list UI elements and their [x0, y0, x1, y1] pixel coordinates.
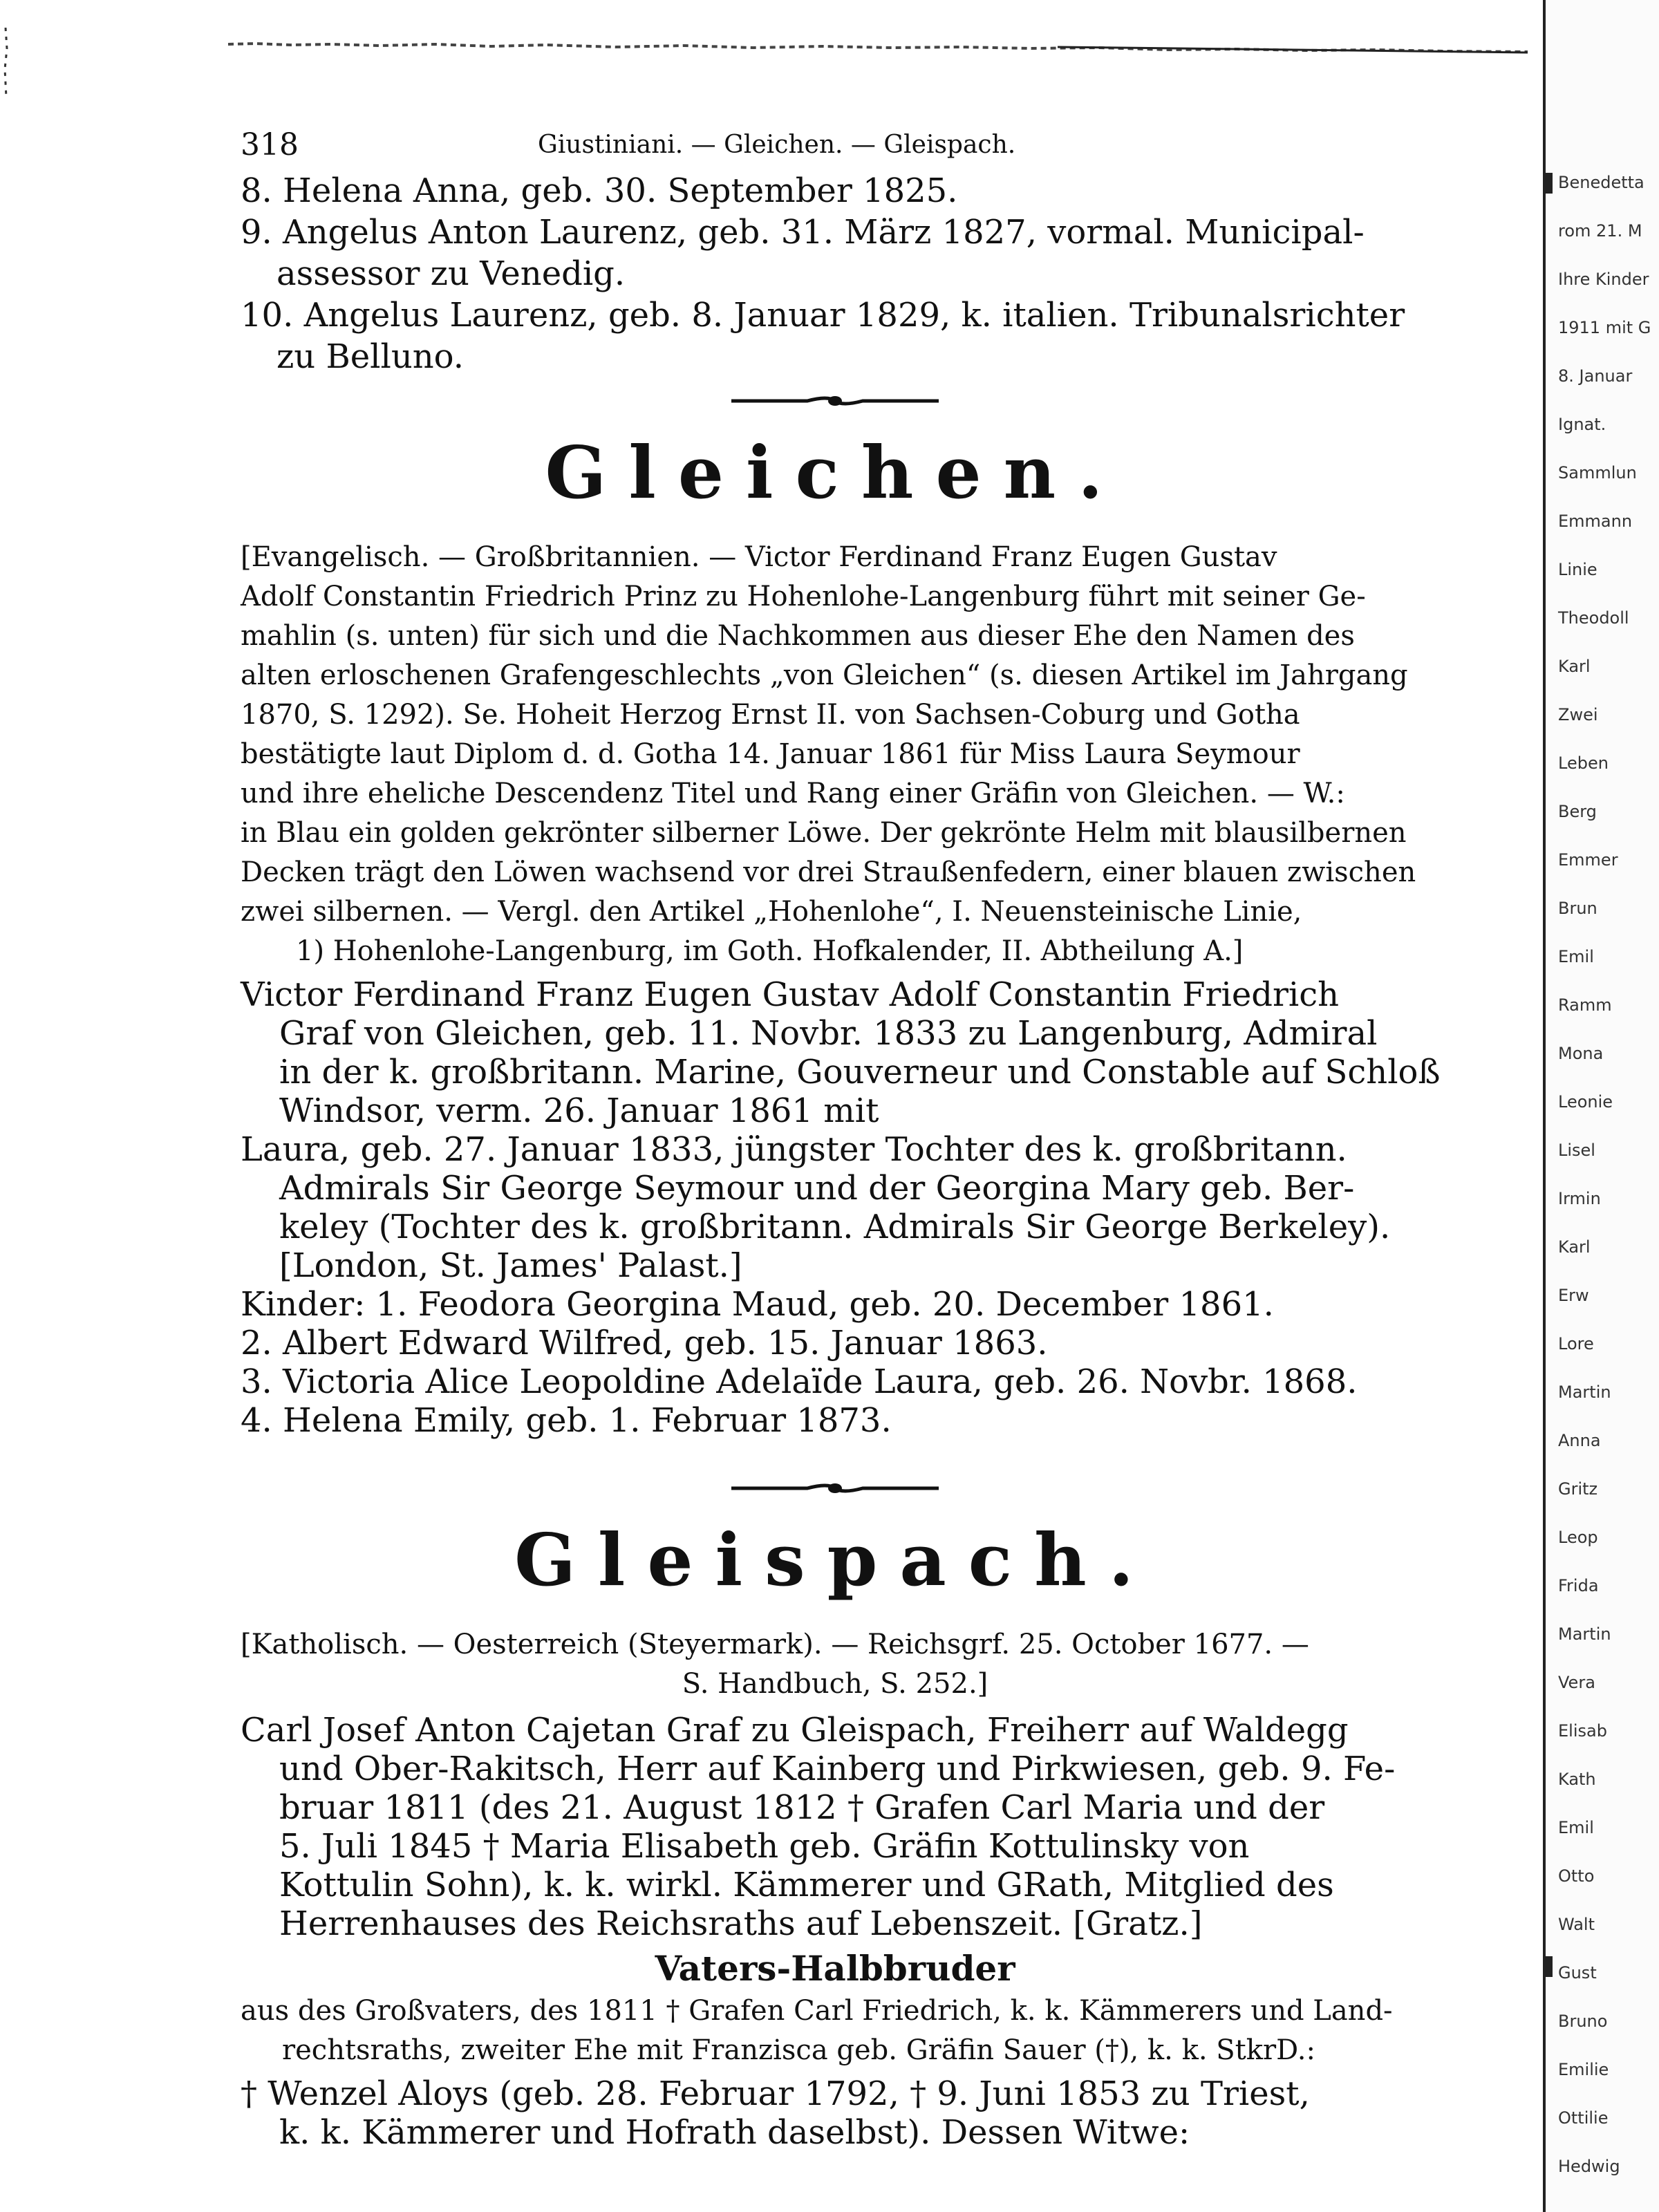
list-item: 8. Helena Anna, geb. 30. September 1825.: [241, 171, 958, 210]
margin-fragment: Martin: [1558, 1624, 1611, 1644]
margin-fragment: Benedetta: [1558, 173, 1644, 192]
list-item: 10. Angelus Laurenz, geb. 8. Januar 1829, k. italien. Tribunalsrichter: [241, 296, 1405, 335]
text-line: in Blau ein golden gekrönter silberner Löwe. Der gekrönte Helm mit blausilbernen: [241, 817, 1407, 849]
gleichen-entry: [241, 975, 1441, 1440]
section-title-gleichen: Gleichen.: [545, 430, 1125, 515]
text-line: mahlin (s. unten) für sich und die Nachkommen aus dieser Ehe den Namen des: [241, 620, 1355, 652]
margin-fragment: Leben: [1558, 753, 1609, 773]
text-line: Herrenhauses des Reichsraths auf Lebenszeit. [Gratz.]: [279, 1904, 1203, 1943]
text-line: alten erloschenen Grafengeschlechts „von Gleichen“ (s. diesen Artikel im Jahrgang: [241, 659, 1408, 691]
margin-fragment: Brun: [1558, 899, 1597, 918]
running-header: [241, 124, 1430, 170]
margin-fragment: Ihre Kinder: [1558, 270, 1649, 289]
margin-fragment: Erw: [1558, 1286, 1589, 1305]
margin-fragment: Karl: [1558, 657, 1591, 676]
list-item-continuation: assessor zu Venedig.: [276, 254, 626, 293]
text-line: und ihre eheliche Descendenz Titel und Rang einer Gräfin von Gleichen. — W.:: [241, 778, 1345, 809]
section-divider: [241, 1481, 1430, 1495]
gleispach-intro: [241, 1625, 1430, 1704]
margin-fragment: Walt: [1558, 1915, 1595, 1934]
margin-fragment: Ottilie: [1558, 2108, 1609, 2128]
margin-fragment: Ramm: [1558, 995, 1612, 1015]
gleispach-sub-intro: [241, 1991, 1430, 2070]
margin-fragment: Vera: [1558, 1673, 1595, 1692]
margin-fragment: Linie: [1558, 560, 1597, 579]
margin-fragment: 8. Januar: [1558, 366, 1633, 386]
text-line: 1870, S. 1292). Se. Hoheit Herzog Ernst II. von Sachsen-Coburg und Gotha: [241, 699, 1300, 731]
margin-fragment: Elisab: [1558, 1721, 1607, 1741]
text-line: bruar 1811 (des 21. August 1812 † Grafen Carl Maria und der: [279, 1788, 1325, 1827]
margin-fragment: Martin: [1558, 1382, 1611, 1402]
text-line: Victor Ferdinand Franz Eugen Gustav Adolf Constantin Friedrich: [241, 975, 1340, 1014]
text-line: Decken trägt den Löwen wachsend vor drei Straußenfedern, einer blauen zwischen: [241, 856, 1416, 888]
margin-fragment: rom 21. M: [1558, 221, 1642, 241]
text-line: in der k. großbritann. Marine, Gouverneur und Constable auf Schloß: [279, 1053, 1441, 1091]
margin-fragment: Emil: [1558, 947, 1594, 966]
page-number: 318: [241, 127, 299, 162]
list-item: 9. Angelus Anton Laurenz, geb. 31. März 1827, vormal. Municipal-: [241, 213, 1365, 252]
gleichen-intro: [241, 538, 1430, 971]
text-line: 3. Victoria Alice Leopoldine Adelaïde Laura, geb. 26. Novbr. 1868.: [241, 1362, 1358, 1401]
margin-fragment: Anna: [1558, 1431, 1601, 1450]
binding-mark: [1543, 173, 1553, 194]
margin-fragment: Bruno: [1558, 2012, 1608, 2031]
list-item-continuation: zu Belluno.: [276, 337, 464, 376]
text-line: Adolf Constantin Friedrich Prinz zu Hohenlohe-Langenburg führt mit seiner Ge-: [241, 581, 1366, 612]
scan-edge-left: [0, 28, 14, 111]
margin-fragment: Leop: [1558, 1528, 1598, 1547]
text-line: [Evangelisch. — Großbritannien. — Victor Ferdinand Franz Eugen Gustav: [241, 541, 1277, 573]
text-line: rechtsraths, zweiter Ehe mit Franzisca geb. Gräfin Sauer (†), k. k. StkrD.:: [282, 2034, 1315, 2066]
margin-fragment: Lisel: [1558, 1141, 1595, 1160]
text-line: Kottulin Sohn), k. k. wirkl. Kämmerer und GRath, Mitglied des: [279, 1866, 1334, 1904]
page: [241, 124, 1441, 2152]
top-list: [241, 170, 1430, 377]
adjacent-page-fragment: [1543, 0, 1659, 2212]
margin-fragment: Ignat.: [1558, 415, 1606, 434]
text-line: † Wenzel Aloys (geb. 28. Februar 1792, † 9. Juni 1853 zu Triest,: [241, 2074, 1310, 2113]
text-line: und Ober-Rakitsch, Herr auf Kainberg und Pirkwiesen, geb. 9. Fe-: [279, 1750, 1396, 1788]
text-line: Kinder: 1. Feodora Georgina Maud, geb. 20. December 1861.: [241, 1285, 1274, 1324]
margin-fragment: Gritz: [1558, 1479, 1598, 1499]
gleispach-entry: [241, 1711, 1430, 1943]
margin-fragment: Sammlun: [1558, 463, 1637, 482]
section-title-gleispach: Gleispach.: [514, 1517, 1156, 1602]
text-line: [Katholisch. — Oesterreich (Steyermark). — Reichsgrf. 25. October 1677. —: [241, 1629, 1309, 1660]
margin-fragment: Hedwig: [1558, 2157, 1620, 2176]
text-line: S. Handbuch, S. 252.]: [682, 1668, 988, 1700]
margin-fragment: Leonie: [1558, 1092, 1613, 1112]
margin-fragment: Theodoll: [1558, 608, 1629, 628]
text-line: zwei silbernen. — Vergl. den Artikel „Hohenlohe“, I. Neuensteinische Linie,: [241, 896, 1302, 928]
text-line: bestätigte laut Diplom d. d. Gotha 14. Januar 1861 für Miss Laura Seymour: [241, 738, 1300, 770]
margin-fragment: Emmann: [1558, 512, 1633, 531]
margin-fragment: Karl: [1558, 1237, 1591, 1257]
margin-fragment: Otto: [1558, 1866, 1595, 1886]
margin-fragment: Emil: [1558, 1818, 1594, 1837]
margin-fragment: Mona: [1558, 1044, 1604, 1063]
text-line: 4. Helena Emily, geb. 1. Februar 1873.: [241, 1401, 892, 1440]
gleispach-sub-entry: [241, 2074, 1430, 2152]
text-line: Admirals Sir George Seymour und der Georgina Mary geb. Ber-: [279, 1169, 1355, 1208]
margin-fragment: Kath: [1558, 1770, 1596, 1789]
margin-fragment: Irmin: [1558, 1189, 1601, 1208]
scan-noise-top: [228, 29, 1528, 57]
text-line: keley (Tochter des k. großbritann. Admirals Sir George Berkeley).: [279, 1208, 1391, 1246]
margin-fragment: Frida: [1558, 1576, 1599, 1595]
text-line: aus des Großvaters, des 1811 † Grafen Carl Friedrich, k. k. Kämmerers und Land-: [241, 1995, 1393, 2027]
margin-fragment: Emmer: [1558, 850, 1618, 870]
text-line: 2. Albert Edward Wilfred, geb. 15. Januar 1863.: [241, 1324, 1048, 1362]
binding-mark: [1543, 1956, 1553, 1977]
text-line: Laura, geb. 27. Januar 1833, jüngster Tochter des k. großbritann.: [241, 1130, 1347, 1169]
margin-fragment: Lore: [1558, 1334, 1594, 1353]
margin-fragment: 1911 mit G: [1558, 318, 1651, 337]
subheading-vaters-halbbruder: Vaters-Halbbruder: [655, 1948, 1015, 1989]
text-line: 5. Juli 1845 † Maria Elisabeth geb. Gräfin Kottulinsky von: [279, 1827, 1250, 1866]
text-line: 1) Hohenlohe-Langenburg, im Goth. Hofkalender, II. Abtheilung A.]: [296, 935, 1244, 967]
text-line: Windsor, verm. 26. Januar 1861 mit: [279, 1091, 879, 1130]
text-line: [London, St. James' Palast.]: [279, 1246, 742, 1285]
margin-fragment: Zwei: [1558, 705, 1598, 724]
text-line: Carl Josef Anton Cajetan Graf zu Gleispach, Freiherr auf Waldegg: [241, 1711, 1349, 1750]
text-line: Graf von Gleichen, geb. 11. Novbr. 1833 zu Langenburg, Admiral: [279, 1014, 1378, 1053]
text-line: k. k. Kämmerer und Hofrath daselbst). Dessen Witwe:: [279, 2113, 1190, 2152]
margin-fragment: Berg: [1558, 802, 1597, 821]
section-divider: [241, 394, 1430, 408]
margin-fragment: Gust: [1558, 1963, 1597, 1983]
margin-fragment: Emilie: [1558, 2060, 1609, 2079]
running-title: Giustiniani. — Gleichen. — Gleispach.: [538, 131, 1016, 159]
